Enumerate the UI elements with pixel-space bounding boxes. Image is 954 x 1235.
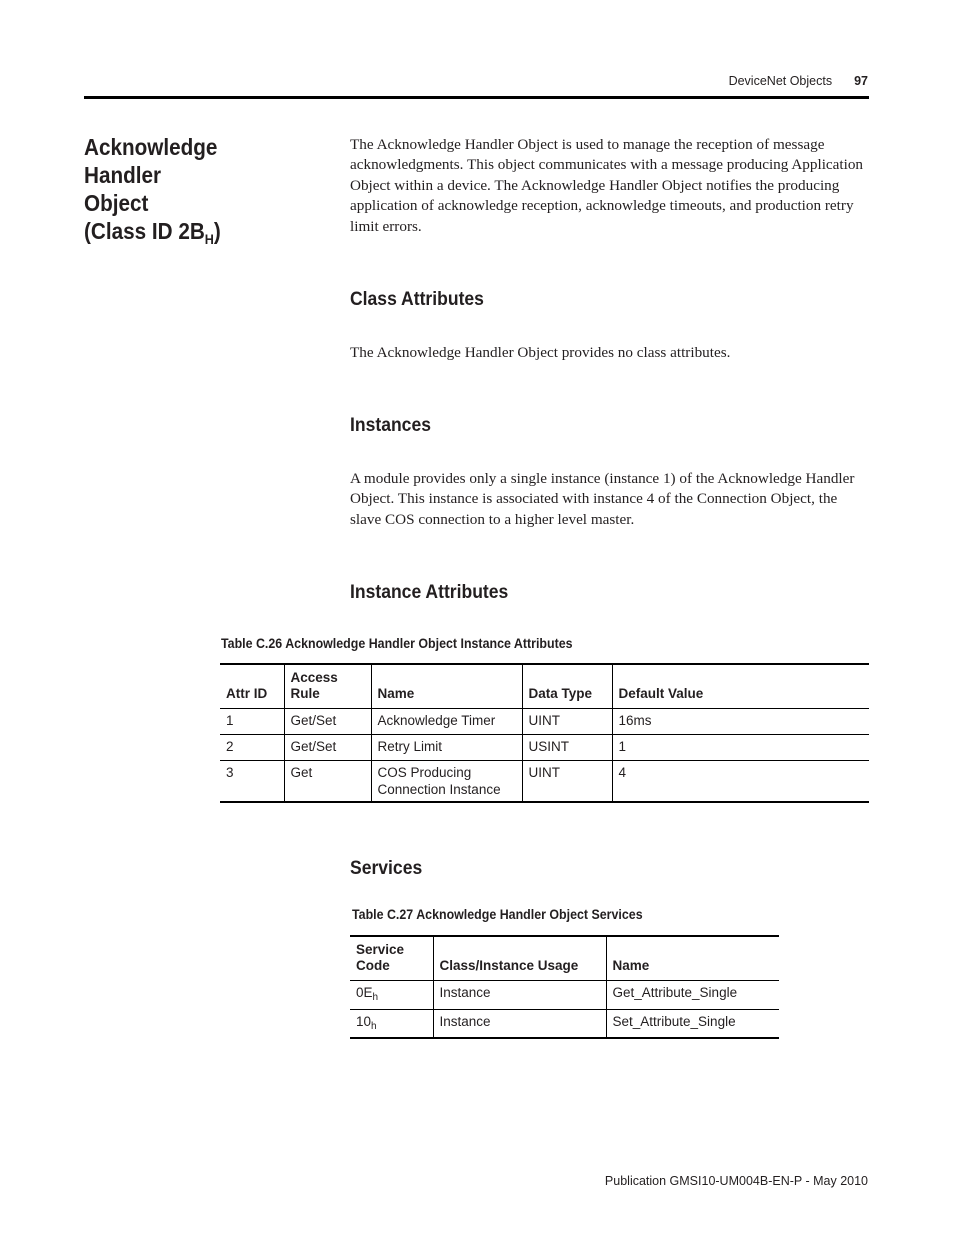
class-attributes-heading: Class Attributes — [350, 288, 484, 310]
table-cell: 16ms — [612, 708, 869, 734]
running-head — [729, 74, 868, 88]
instance-attributes-heading: Instance Attributes — [350, 581, 509, 603]
service-code: 0E — [356, 984, 373, 1000]
column-header: Attr ID — [226, 685, 268, 701]
table-row — [350, 1009, 779, 1038]
table-cell — [350, 980, 433, 1009]
table-row — [220, 734, 869, 760]
table-cell: Get/Set — [284, 708, 371, 734]
table-cell: COS Producing Connection Instance — [371, 760, 522, 802]
section-title-subscript: H — [204, 231, 214, 247]
column-header: Name — [371, 664, 522, 708]
table-cell — [350, 1009, 433, 1038]
table-cell: 4 — [612, 760, 869, 802]
column-header: Data Type — [522, 664, 612, 708]
table-header-row — [350, 936, 779, 980]
table-cell: Get_Attribute_Single — [606, 980, 779, 1009]
column-header: Name — [606, 936, 779, 980]
service-code-subscript: h — [372, 991, 379, 1003]
table-cell: 3 — [226, 764, 234, 780]
column-header: Class/Instance Usage — [433, 936, 606, 980]
table-cell: Get — [284, 760, 371, 802]
column-header: Service Code — [356, 941, 405, 973]
table-cell: UINT — [522, 760, 612, 802]
section-title-line3: (Class ID 2B — [84, 218, 205, 244]
instances-heading: Instances — [350, 414, 431, 436]
column-header: Access Rule — [284, 664, 371, 708]
table-cell: Set_Attribute_Single — [606, 1009, 779, 1038]
column-header: Default Value — [612, 664, 869, 708]
instances-paragraph: A module provides only a single instance (instance 1) of the Acknowledge Handler Object. This instance is associated with instance 4 of the Connection Object, the slave COS connection to a higher level master. — [350, 470, 855, 528]
section-title-line1: Acknowledge Handler — [84, 134, 218, 188]
page-number: 97 — [854, 74, 868, 88]
section-title-close: ) — [213, 218, 221, 244]
table-c27-caption: Table C.27 Acknowledge Handler Object Services — [352, 907, 643, 922]
services-heading: Services — [350, 857, 423, 879]
table-cell: Instance — [433, 980, 606, 1009]
instance-attributes-table — [220, 663, 869, 803]
table-cell: Get/Set — [284, 734, 371, 760]
intro-paragraph: The Acknowledge Handler Object is used to manage the reception of message acknowledgments. This object communicates with a message producing Application Object within a device. The Acknowledge Handler Object notifies the producing application of acknowledge reception, acknowledge timeouts, and production retry limit errors. — [350, 136, 864, 235]
service-code: 10 — [356, 1013, 372, 1029]
table-cell: Retry Limit — [371, 734, 522, 760]
table-row — [220, 760, 869, 802]
table-header-row — [220, 664, 869, 708]
table-cell: USINT — [522, 734, 612, 760]
header-rule — [84, 96, 869, 99]
section-title-line2: Object — [84, 190, 149, 216]
table-cell: 1 — [612, 734, 869, 760]
table-cell: 2 — [226, 738, 234, 754]
table-row — [350, 980, 779, 1009]
table-cell: UINT — [522, 708, 612, 734]
running-head-title: DeviceNet Objects — [728, 74, 833, 88]
services-table — [350, 935, 779, 1039]
service-code-subscript: h — [371, 1020, 377, 1032]
table-row — [220, 708, 869, 734]
table-cell: 1 — [226, 712, 234, 728]
table-cell: Acknowledge Timer — [371, 708, 522, 734]
section-title — [84, 133, 300, 253]
publication-footer: Publication GMSI10-UM004B-EN-P - May 2010 — [604, 1174, 868, 1188]
table-c26-caption: Table C.26 Acknowledge Handler Object Instance Attributes — [221, 636, 573, 651]
class-attributes-paragraph: The Acknowledge Handler Object provides no class attributes. — [350, 344, 731, 361]
table-cell: Instance — [433, 1009, 606, 1038]
